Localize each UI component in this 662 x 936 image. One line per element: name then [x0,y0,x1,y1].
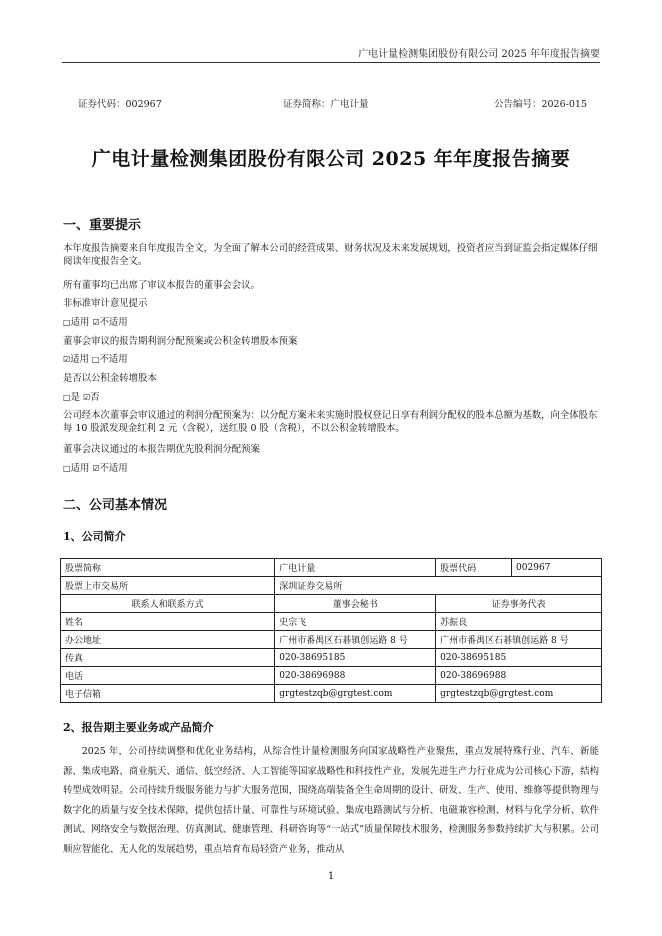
table-cell: 电子信箱 [61,685,275,703]
table-cell: 苏振良 [436,613,602,631]
notice-paragraph: 公司经本次董事会审议通过的利润分配预案为：以分配方案未来实施时股权登记日享有利润分配权的股本总额为基数，向全体股东每 10 股派发现金红利 2 元（含税），送红股 0 股（含税），不以公积金转增股本。 [63,410,598,434]
checkbox-icon: □ [91,355,100,364]
option-label: 否 [90,392,100,403]
table-row [61,559,602,577]
main-business-paragraph: 2025 年，公司持续调整和优化业务结构，从综合性计量检测服务向国家战略性产业聚焦，重点发展特殊行业、汽车、新能源、集成电路、商业航天、通信、低空经济、人工智能等国家战略性和科技性产业，发展先进生产力行业成为公司核心下游，结构转型成效明显。公司持续升级服务能力与扩大服务范围，围绕高端装备全生命周期的设计、研发、生产、使用、维修等提供物理与数字化的质量与安全技术保障，提供包括计量、可靠性与环境试验、集成电路测试与分析、电磁兼容检测、材料与化学分析、软件测试、网络安全与数据治理、仿真测试、健康管理、科研咨询等“一站式”质量保障技术服务，检测服务参数持续扩大与积累。公司顺应智能化、无人化的发展趋势，重点培育布局轻资产业务，推动从 [63,746,599,855]
option-label: 适用 [70,463,90,474]
table-cell: 020-38696988 [275,667,436,685]
notice-paragraph: 董事会审议的报告期利润分配预案或公积金转增股本预案 [63,336,298,347]
table-cell: 董事会秘书 [275,595,436,613]
option-line [63,353,599,366]
table-cell: 电话 [61,667,275,685]
option-label: 不适用 [99,317,128,328]
table-cell: 020-38695185 [275,649,436,667]
table-row [61,667,602,685]
checkbox-icon: ☑ [63,355,71,364]
header-rule [62,62,600,63]
section-heading-important-notice: 一、重要提示 [63,218,142,233]
table-cell: grgtestzqb@grgtest.com [436,685,602,703]
table-cell: 史宗飞 [275,613,436,631]
table-row [61,685,602,703]
table-cell: 办公地址 [61,631,275,649]
table-row [61,577,602,595]
table-cell: 联系人和联系方式 [61,595,275,613]
checkbox-icon: □ [63,318,71,327]
subsection-heading-company-profile: 1、公司简介 [63,530,126,543]
table-cell: 传真 [61,649,275,667]
notice-paragraph: 所有董事均已出席了审议本报告的董事会会议。 [63,280,260,291]
company-info-table [60,558,602,703]
notice-paragraph: 非标准审计意见提示 [63,298,148,309]
table-cell: 广州市番禺区石碁镇创运路 8 号 [275,631,436,649]
table-cell: 股票简称 [61,559,275,577]
table-cell: 广州市番禺区石碁镇创运路 8 号 [436,631,602,649]
checkbox-icon: ☑ [82,393,91,402]
running-header: 广电计量检测集团股份有限公司 2025 年年度报告摘要 [358,49,600,60]
table-cell: 002967 [512,559,602,577]
table-row [61,595,602,613]
option-line [63,391,599,404]
option-label: 适用 [70,317,90,328]
table-cell: 020-38695185 [436,649,602,667]
table-cell: 姓名 [61,613,275,631]
table-cell: 证券事务代表 [436,595,602,613]
checkbox-icon: □ [63,464,71,473]
option-line [63,316,599,329]
table-cell: 股票代码 [436,559,512,577]
checkbox-icon: ☑ [92,464,100,473]
checkbox-icon: ☑ [92,318,100,327]
option-label: 是 [70,392,80,403]
table-cell: 广电计量 [275,559,436,577]
table-row [61,631,602,649]
stock-abbreviation: 证券简称：广电计量 [283,99,369,110]
table-row [61,613,602,631]
option-label: 不适用 [99,354,128,365]
notice-paragraph: 是否以公积金转增股本 [63,373,157,384]
option-line [63,462,599,475]
announcement-number: 公告编号：2026-015 [493,99,587,110]
stock-code: 证券代码：002967 [78,99,162,110]
table-cell: 020-38696988 [436,667,602,685]
option-label: 适用 [70,354,89,365]
table-cell: 深圳证券交易所 [275,577,602,595]
document-title: 广电计量检测集团股份有限公司 2025 年年度报告摘要 [91,148,571,170]
checkbox-icon: □ [63,393,71,402]
option-label: 不适用 [99,463,128,474]
table-cell: 股票上市交易所 [61,577,275,595]
notice-paragraph: 董事会决议通过的本报告期优先股利润分配预案 [63,444,260,455]
page-number: 1 [327,871,335,882]
subsection-heading-main-business: 2、报告期主要业务或产品简介 [63,721,214,734]
section-heading-company-basics: 二、公司基本情况 [63,498,168,513]
table-row [61,649,602,667]
table-cell: grgtestzqb@grgtest.com [275,685,436,703]
notice-paragraph: 本年度报告摘要来自年度报告全文，为全面了解本公司的经营成果、财务状况及未来发展规划，投资者应当到证监会指定媒体仔细阅读年度报告全文。 [63,243,598,267]
